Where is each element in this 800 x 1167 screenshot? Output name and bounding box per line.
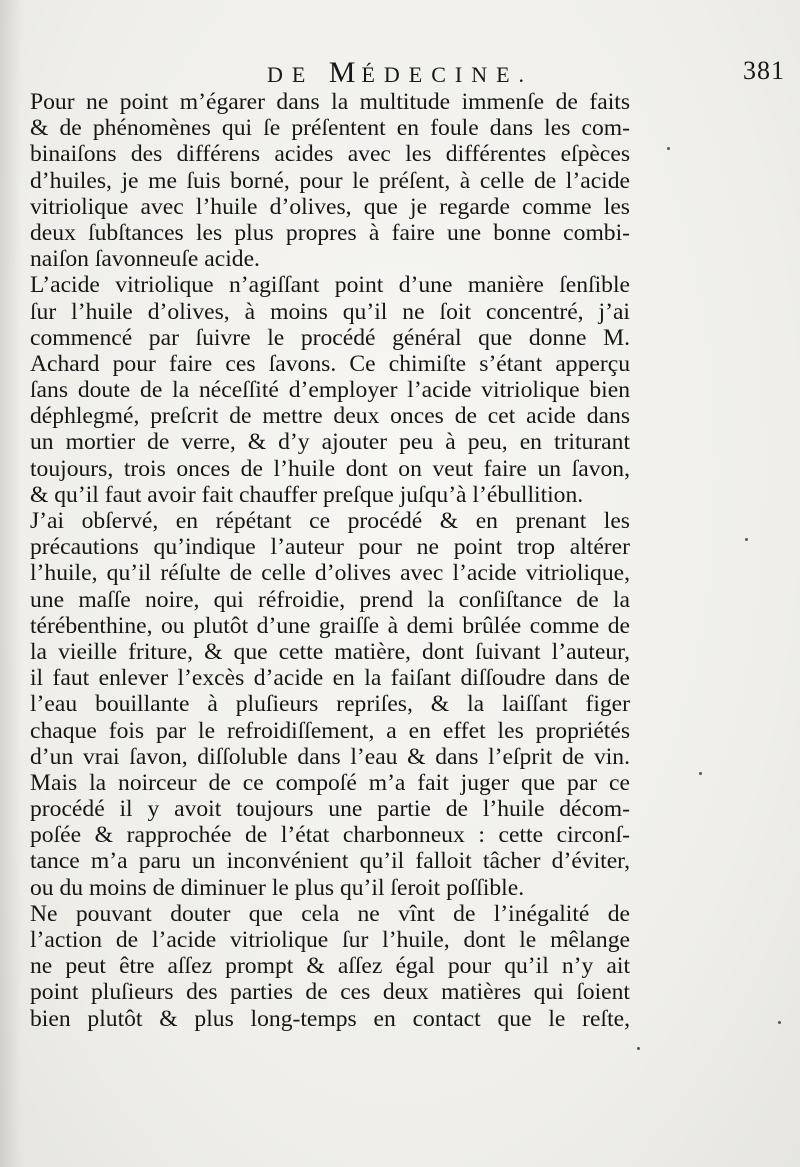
text-line: procédé il y avoit toujours une partie de l’huile décom- <box>30 796 630 823</box>
text-line: l’huile, qu’il réſulte de celle d’olives avec l’acide vitriolique, <box>30 560 630 587</box>
text-line: Ne pouvant douter que cela ne vînt de l’inégalité de <box>30 900 630 927</box>
text-line: vitriolique avec l’huile d’olives, que je regarde comme les <box>30 193 630 220</box>
text-line: ou du moins de diminuer le plus qu’il ſeroit poſſible. <box>30 874 525 901</box>
text-line: il faut enlever l’excès d’acide en la faiſant diſſoudre dans de <box>30 665 630 692</box>
running-head-first: DE <box>266 62 329 87</box>
text-line: Achard pour faire ces ſavons. Ce chimiſte s’étant apperçu <box>30 350 630 377</box>
text-line: l’eau bouillante à pluſieurs repriſes, & la laiſſant figer <box>30 691 630 718</box>
text-line: bien plutôt & plus long-temps en contact que le reſte, <box>30 1005 630 1032</box>
text-line: ſans doute de la néceſſité d’employer l’acide vitriolique bien <box>30 377 630 404</box>
ink-speck <box>778 1021 781 1024</box>
ink-speck <box>667 147 670 150</box>
text-line: tance m’a paru un inconvénient qu’il falloit tâcher d’éviter, <box>30 848 630 875</box>
text-line: l’action de l’acide vitriolique ſur l’huile, dont le mêlange <box>30 927 630 953</box>
running-head-initial: M <box>328 56 362 89</box>
text-line: point pluſieurs des parties de ces deux matières qui ſoient <box>30 979 630 1006</box>
ink-speck <box>637 1047 640 1050</box>
text-line: chaque fois par le refroidiſſement, a en effet les propriétés <box>30 717 630 744</box>
text-line: Pour ne point m’égarer dans la multitude immenſe de faits <box>30 89 630 115</box>
text-line: & de phénomènes qui ſe préſentent en foule dans les com- <box>30 115 630 142</box>
text-line: J’ai obſervé, en répétant ce procédé & en prenant les <box>30 508 630 534</box>
text-line: térébenthine, ou plutôt d’une graiſſe à demi brûlée comme de <box>30 612 630 639</box>
body-text <box>30 89 630 1032</box>
text-line: d’huiles, je me ſuis borné, pour le préſent, à celle de l’acide <box>30 167 630 194</box>
text-line: déphlegmé, preſcrit de mettre deux onces de cet acide dans <box>30 403 630 430</box>
text-line: ne peut être aſſez prompt & aſſez égal pour qu’il n’y ait <box>30 953 630 980</box>
text-line: L’acide vitriolique n’agiſſant point d’une manière ſenſible <box>30 272 630 299</box>
running-head-rest: ÉDECINE. <box>361 62 534 87</box>
text-line: poſée & rapprochée de l’état charbonneux : cette circonſ- <box>30 822 630 849</box>
text-line: binaiſons des différens acides avec les différentes eſpèces <box>30 141 630 168</box>
text-line: naiſon ſavonneuſe acide. <box>30 246 260 273</box>
text-line: ſur l’huile d’olives, à moins qu’il ne ſoit concentré, j’ai <box>30 298 630 325</box>
text-line: précautions qu’indique l’auteur pour ne point trop altérer <box>30 534 630 561</box>
text-line: un mortier de verre, & d’y ajouter peu à peu, en triturant <box>30 429 630 456</box>
text-line: d’un vrai ſavon, diſſoluble dans l’eau & dans l’eſprit de vin. <box>30 743 630 770</box>
running-head <box>170 56 630 90</box>
text-line: la vieille friture, & que cette matière, dont ſuivant l’auteur, <box>30 638 630 665</box>
page-number: 381 <box>743 56 785 85</box>
page-gutter-shadow <box>0 0 22 1167</box>
text-line: Mais la noirceur de ce compoſé m’a fait juger que par ce <box>30 769 630 796</box>
text-line: toujours, trois onces de l’huile dont on veut faire un ſavon, <box>30 455 630 482</box>
ink-speck <box>745 538 748 541</box>
ink-speck <box>699 772 702 775</box>
text-line: une maſſe noire, qui réfroidie, prend la conſiſtance de la <box>30 586 630 613</box>
text-line: deux ſubſtances les plus propres à faire une bonne combi- <box>30 219 630 246</box>
text-line: & qu’il faut avoir fait chauffer preſque juſqu’à l’ébullition. <box>30 481 584 508</box>
text-line: commencé par ſuivre le procédé général que donne M. <box>30 324 630 351</box>
